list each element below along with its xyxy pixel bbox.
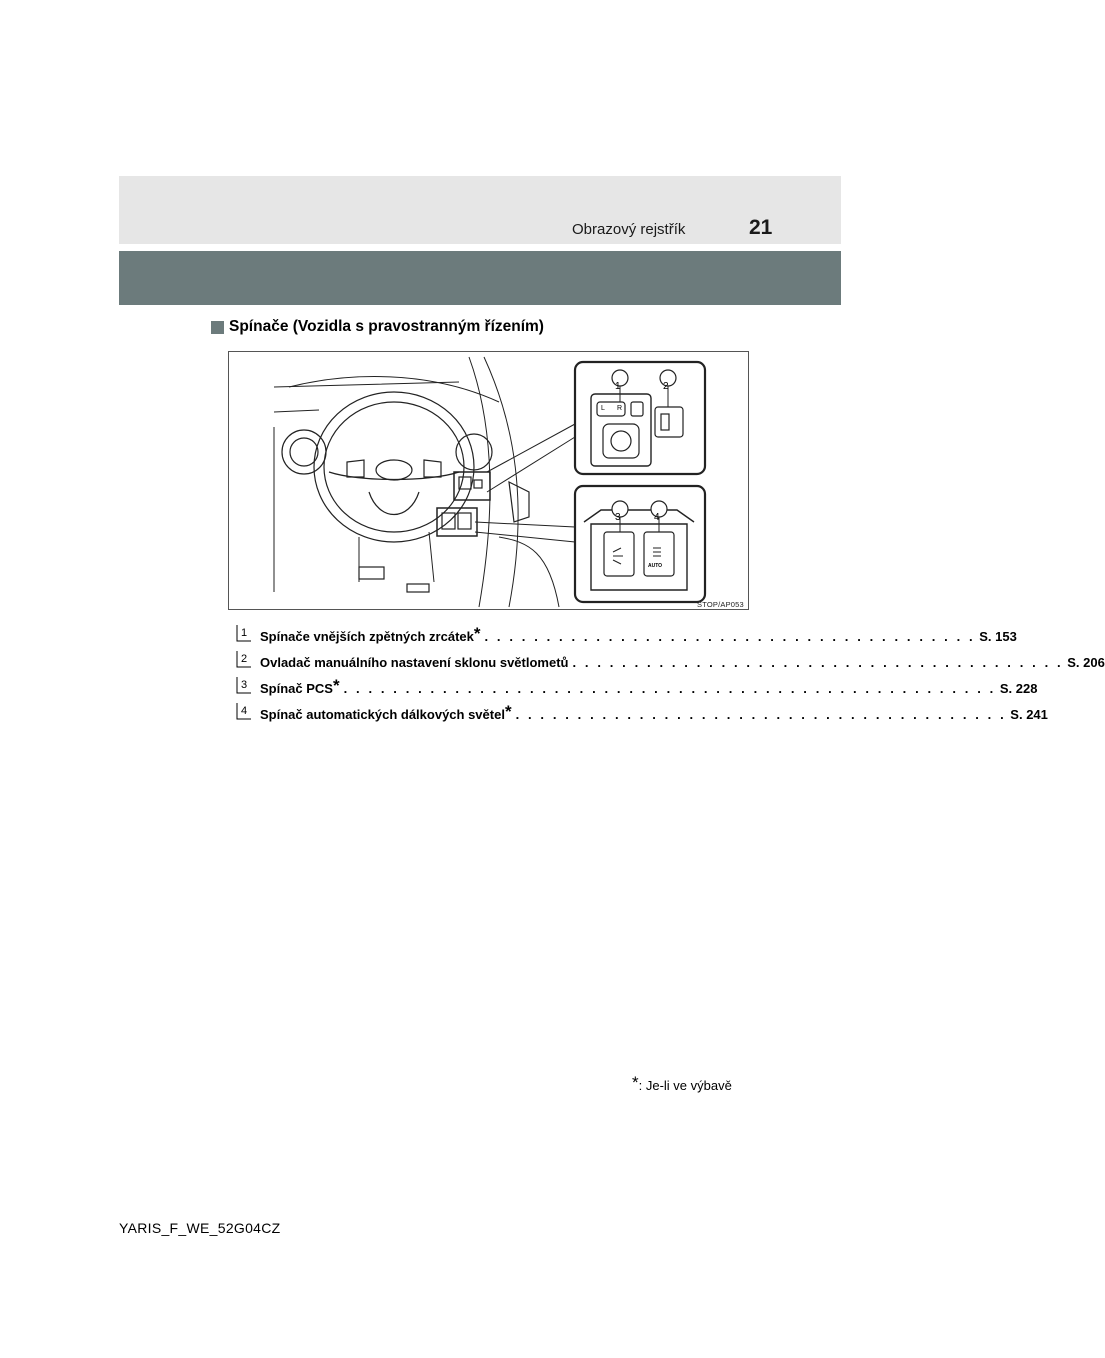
number-badge-icon (236, 650, 252, 668)
page-number: 21 (749, 216, 773, 239)
svg-text:3: 3 (241, 679, 248, 691)
figure-code: STOP/AP053 (697, 600, 744, 609)
page-reference: S. 153 (979, 629, 1017, 644)
page-reference: S. 241 (1010, 707, 1048, 722)
legend-label: Spínače vnějších zpětných zrcátek* (260, 623, 481, 644)
legend-item (236, 623, 1017, 646)
svg-text:4: 4 (241, 705, 248, 717)
section-heading (211, 318, 544, 336)
page-reference: S. 228 (999, 681, 1038, 696)
callout-1: 1 (615, 381, 621, 392)
leader-dots: . . . . . . . . . . . . . . . . . . . . . . . . . . . . . . . . . . . . . . . . . . . . . . . . . . . . . (343, 681, 996, 696)
callout-2: 2 (663, 381, 669, 392)
svg-text:1: 1 (241, 627, 248, 639)
legend-label: Spínač PCS* (260, 675, 340, 696)
callout-3: 3 (615, 512, 621, 523)
page-reference: S. 206 (1067, 655, 1105, 670)
legend-label: Spínač automatických dálkových světel* (260, 701, 512, 722)
legend-item (236, 701, 1048, 724)
section-title: Spínače (Vozidla s pravostranným řízením) (229, 318, 544, 335)
number-badge-icon (236, 624, 252, 642)
legend-label: Ovladač manuálního nastavení sklonu světlometů (260, 655, 569, 670)
header-title: Obrazový rejstřík (572, 221, 686, 238)
leader-dots: . . . . . . . . . . . . . . . . . . . . . . . . . . . . . . . . . . . . . . . . (572, 655, 1064, 670)
mirror-left-label: L (601, 405, 605, 412)
leader-dots: . . . . . . . . . . . . . . . . . . . . . . . . . . . . . . . . . . . . . . . . (484, 629, 976, 644)
header-band (119, 176, 841, 244)
number-badge-icon (236, 676, 252, 694)
section-band (119, 251, 841, 305)
document-code: YARIS_F_WE_52G04CZ (119, 1220, 281, 1236)
svg-text:2: 2 (241, 653, 248, 665)
legend-item (236, 650, 1105, 672)
dashboard-illustration (228, 351, 749, 610)
callout-4: 4 (654, 512, 660, 523)
square-bullet-icon (211, 321, 224, 334)
footnote: *: Je-li ve výbavě (632, 1072, 732, 1093)
auto-label: AUTO (648, 563, 663, 569)
mirror-right-label: R (617, 405, 623, 412)
number-badge-icon (236, 702, 252, 720)
legend-item (236, 675, 1038, 698)
leader-dots: . . . . . . . . . . . . . . . . . . . . . . . . . . . . . . . . . . . . . . . . (515, 707, 1007, 722)
dashboard-drawing (229, 352, 750, 611)
